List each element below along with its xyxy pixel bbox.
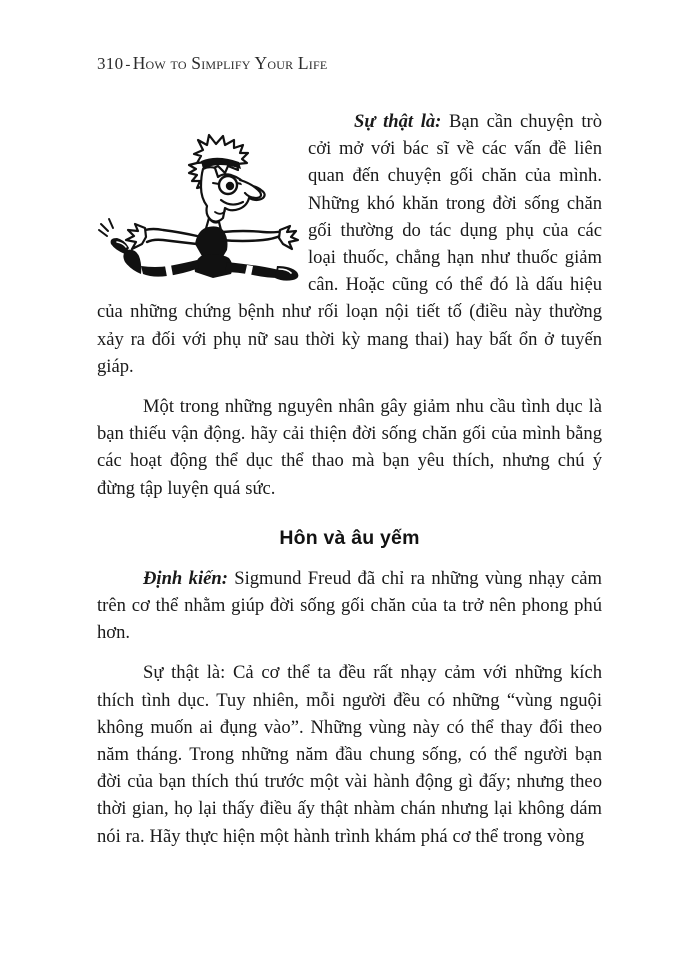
section-heading-kissing: Hôn và âu yếm: [279, 526, 420, 549]
wrapped-text-block: [97, 108, 602, 380]
book-title: How to Simplify Your Life: [132, 53, 328, 73]
paragraph-lead-in-2: Định kiến:: [143, 567, 228, 589]
running-head-separator: -: [125, 57, 131, 73]
running-head: [97, 53, 327, 74]
paragraph-truth-2: Sự thật là: Cả cơ thể ta đều rất nhạy cảm với những kích thích tình dục. Tuy nhiên, mỗi người đều có những “vùng nguội không muốn ai đụng vào”. Những vùng này có thể thay đổi theo năm tháng. Trong những năm đầu chung sống, có thể người bạn đời của bạn thích thú trước một vài hành động gì đấy; nhưng theo thời gian, họ lại thấy điều ấy thật nhàm chán nhưng lại không dám nói ra. Hãy thực hiện một hành trình khám phá cơ thể trong vòng: [97, 662, 602, 847]
paragraph-prejudice: [97, 565, 602, 647]
paragraph-text-1: Bạn cần chuyện trò cởi mở với bác sĩ về các vấn đề liên quan đến chuyện gối chăn của mình. Những khó khăn trong đời sống chăn gối thường do tác dụng phụ của các loại thuốc, chẳng hạn như thuốc giảm cân. Hoặc cũng có thể đó là dấu hiệu của những chứng bệnh như rối loạn nội tiết tố (điều này thường xảy ra đối với phụ nữ sau thời kỳ mang thai) hay bất ổn ở tuyến giáp.: [97, 111, 602, 377]
paragraph-text-2: Sigmund Freud đã chỉ ra những vùng nhạy cảm trên cơ thể nhằm giúp đời sống gối chăn của ta trở nên phong phú hơn.: [97, 567, 602, 644]
paragraph-lead-in-1: Sự thật là:: [354, 111, 442, 132]
paragraph-exercise: Một trong những nguyên nhân gây giảm nhu cầu tình dục là bạn thiếu vận động. hãy cải thiện đời sống chăn gối của mình bằng các hoạt động thể dục thể thao mà bạn yêu thích, nhưng chú ý đừng tập luyện quá sức.: [97, 396, 602, 499]
text-column: [97, 108, 602, 850]
running-man-illustration: [97, 132, 302, 282]
page-number: 310: [97, 54, 124, 73]
